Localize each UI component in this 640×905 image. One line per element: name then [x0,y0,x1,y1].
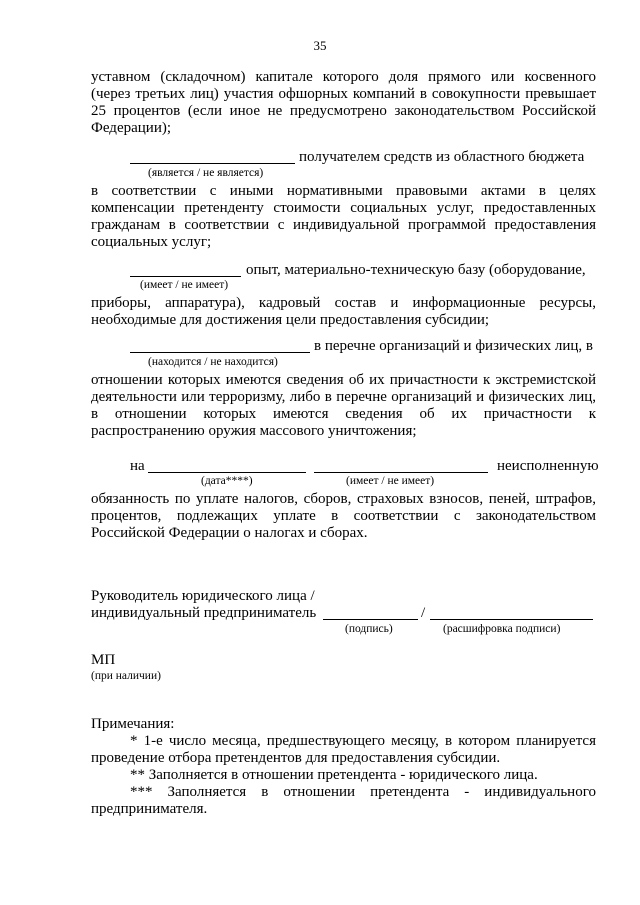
note-1-line-2: проведение отбора претендентов для предоставления субсидии. [91,750,501,766]
stamp-hint: (при наличии) [91,670,161,682]
signature-line-2: индивидуальный предприниматель [91,605,317,621]
hint-signature: (подпись) [345,623,393,635]
block4-line-4: распространению оружия массового уничтожения; [91,423,417,439]
stamp-label: МП [91,652,116,668]
blank-in-list[interactable] [130,352,310,353]
block2-hint: (является / не является) [148,167,264,179]
note-3-line-2: предпринимателя. [91,801,208,817]
block5-line-3: Российской Федерации о налогах и сборах. [91,525,368,541]
blank-signature-decode[interactable] [430,619,593,620]
para1-line-4: Федерации); [91,120,172,136]
signature-slash: / [421,605,426,621]
block3-hint: (имеет / не имеет) [140,279,229,291]
block5-tail: неисполненную [497,458,599,474]
block4-line-3: в отношении которых имеются сведения об их причастности к [91,406,596,422]
note-2: ** Заполняется в отношении претендента - юридического лица. [130,767,538,783]
notes-title: Примечания: [91,716,175,732]
blank-signature[interactable] [323,619,418,620]
block4-line-2: деятельности или терроризму, либо в перечне организаций и физических лиц, [91,389,596,405]
block5-line-2: процентов, подлежащих уплате в соответствии с законодательством [91,508,596,524]
block5-lead: на [130,458,145,474]
page-number: 35 [313,38,327,53]
para1-line-1: уставном (складочном) капитале которого доля прямого или косвенного [91,69,596,85]
hint-signature-decode: (расшифровка подписи) [443,623,561,635]
para1-line-2: (через третьих лиц) участия офшорных компаний в совокупности превышает [91,86,596,102]
note-3-line-1: *** Заполняется в отношении претендента - индивидуального [130,784,596,800]
blank-has-debt[interactable] [314,472,488,473]
note-1-line-1: * 1-е число месяца, предшествующего месяцу, в котором планируется [130,733,596,749]
blank-is-recipient[interactable] [130,163,295,164]
block2-tail: получателем средств из областного бюджета [299,149,585,165]
block3-line-1: приборы, аппаратура), кадровый состав и информационные ресурсы, [91,295,596,311]
block5-hint-has: (имеет / не имеет) [346,475,435,487]
block3-line-2: необходимые для достижения цели предоставления субсидии; [91,312,490,328]
para1-line-3: 25 процентов (если иное не предусмотрено законодательством Российской [91,103,596,119]
block2-line-1: в соответствии с иными нормативными правовыми актами в целях [91,183,596,199]
block4-tail: в перечне организаций и физических лиц, в [314,338,593,354]
block2-line-4: социальных услуг; [91,234,212,250]
blank-date[interactable] [148,472,306,473]
block5-line-1: обязанность по уплате налогов, сборов, страховых взносов, пеней, штрафов, [91,491,596,507]
block5-hint-date: (дата****) [201,475,253,487]
block2-line-3: гражданам в соответствии с индивидуальной программой предоставления [91,217,596,233]
signature-line-1: Руководитель юридического лица / [91,588,315,604]
block2-line-2: компенсации претенденту стоимости социальных услуг, предоставленных [91,200,596,216]
block3-tail: опыт, материально-техническую базу (оборудование, [246,262,586,278]
block4-hint: (находится / не находится) [148,356,278,368]
block4-line-1: отношении которых имеются сведения об их причастности к экстремистской [91,372,596,388]
blank-has-experience[interactable] [130,276,241,277]
